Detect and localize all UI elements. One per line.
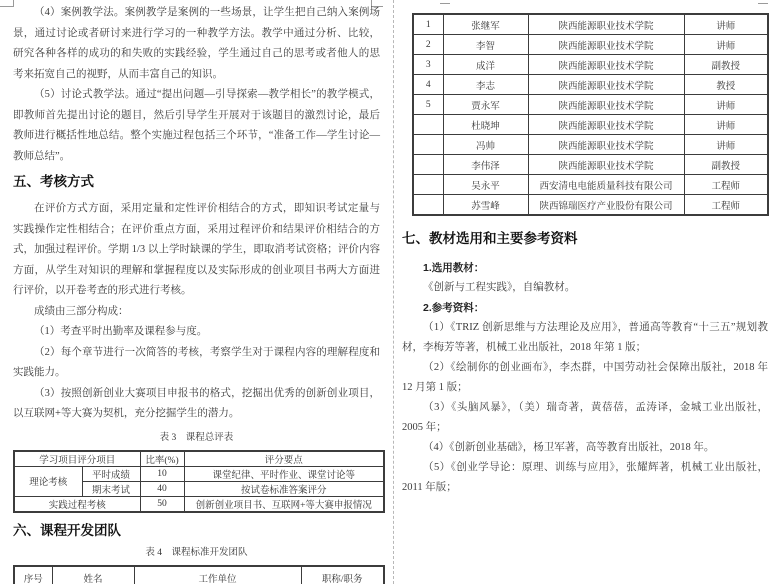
cell-practice-exam: 实践过程考核 [14, 496, 140, 512]
table3-caption: 表 3 课程总评表 [159, 432, 234, 443]
paragraph-case-teaching: （4）案例教学法。案例教学是案例的一些场景，让学生把自己纳入案例场景，通过讨论或者研讨来进行学习的一种教学方法。教学中通过分析、比较，研究各种各样的成功的和失败的实践经验，学生通过自己的思考或者他人的思考来拓宽自己的视野，从而丰富自己的知识。 [13, 7, 380, 80]
header-no: 序号 [14, 566, 52, 584]
header-name: 姓名 [52, 566, 134, 584]
table-row [413, 55, 768, 75]
table-row [413, 75, 768, 95]
cell-rate-10: 10 [140, 466, 184, 481]
cell-title: 讲师 [684, 14, 768, 35]
reference-item: （3）《头脑风暴》，（美）瑞奇著，黄蓓蓓，孟涛译，金城工业出版社，2005 年； [402, 402, 768, 433]
cell-points-final: 按试卷标准答案评分 [184, 481, 384, 496]
cell-title: 讲师 [684, 95, 768, 115]
table-course-evaluation [13, 450, 385, 513]
paragraph-assessment-method: 在评价方式方面，采用定量和定性评价相结合的方式，即知识考试定量与实践操作定性相结合；在评价重点方面，采用过程评价和结果评价相结合的方式，加强过程评价。学期 1/3 以上学时缺课的学生，即取消考试资格；评价内容方面，从学生对知识的理解和掌握程度以及实际形成的创业项目书两大方面进行评价，以开卷考查的形式进行考核。 [13, 203, 380, 296]
cell-no: 4 [413, 75, 443, 95]
cell-no [413, 195, 443, 216]
cell-workplace: 陕西能源职业技术学院 [528, 35, 684, 55]
table-dev-team-members [412, 13, 769, 216]
cell-theory-exam: 理论考核 [14, 466, 82, 496]
cell-daily-score: 平时成绩 [82, 466, 140, 481]
reference-item: （5）《创业学导论：原理、训练与应用》，张耀辉著，机械工业出版社，2011 年版； [402, 462, 768, 493]
table-row [413, 135, 768, 155]
reference-item: （4）《创新创业基础》，杨卫军著，高等教育出版社，2018 年。 [423, 442, 715, 453]
page-right [394, 0, 771, 584]
cell-no [413, 135, 443, 155]
cell-no: 1 [413, 14, 443, 35]
cell-workplace: 陕西能源职业技术学院 [528, 135, 684, 155]
cell-name: 苏雪峰 [443, 195, 528, 216]
cell-title: 讲师 [684, 115, 768, 135]
reference-item: （1）《TRIZ 创新思维与方法理论及应用》，普通高等教育“十三五”规划教材，李梅芳等著，机械工业出版社，2018 年第 1 版； [402, 322, 768, 353]
cell-title: 教授 [684, 75, 768, 95]
table-row [14, 451, 384, 467]
cell-no: 3 [413, 55, 443, 75]
cell-workplace: 陕西锦瑞医疗产业股份有限公司 [528, 195, 684, 216]
cell-workplace: 陕西能源职业技术学院 [528, 75, 684, 95]
cell-no [413, 155, 443, 175]
cell-name: 吴永平 [443, 175, 528, 195]
header-scoring-item: 学习项目评分项目 [14, 451, 140, 467]
paragraph-grade-composition: 成绩由三部分构成： [34, 305, 129, 317]
table-row [413, 115, 768, 135]
header-workplace: 工作单位 [134, 566, 301, 584]
cell-workplace: 陕西能源职业技术学院 [528, 14, 684, 35]
cell-final-exam: 期末考试 [82, 481, 140, 496]
cell-workplace: 陕西能源职业技术学院 [528, 55, 684, 75]
cell-points-daily: 课堂纪律、平时作业、课堂讨论等 [184, 466, 384, 481]
cell-rate-40: 40 [140, 481, 184, 496]
cell-name: 李志 [443, 75, 528, 95]
reference-item: （2）《绘制你的创业画布》，李杰群，中国劳动社会保障出版社，2018 年 12 月第 1 版； [402, 362, 768, 393]
cell-name: 贾永军 [443, 95, 528, 115]
table-row [413, 195, 768, 216]
header-scoring-points: 评分要点 [184, 451, 384, 467]
cell-title: 工程师 [684, 175, 768, 195]
cell-name: 冯帅 [443, 135, 528, 155]
label-references: 2.参考资料： [423, 302, 485, 314]
section-heading-dev-team: 六、课程开发团队 [13, 522, 121, 538]
table4-caption: 表 4 课程标准开发团队 [145, 547, 248, 558]
cell-rate-50: 50 [140, 496, 184, 512]
cell-points-practice: 创新创业项目书、互联网+等大赛申报情况 [184, 496, 384, 512]
cell-no [413, 115, 443, 135]
cell-workplace: 陕西能源职业技术学院 [528, 95, 684, 115]
cell-workplace: 西安清电电能质量科技有限公司 [528, 175, 684, 195]
table-dev-team-header [13, 565, 385, 584]
table-row [413, 95, 768, 115]
cell-workplace: 陕西能源职业技术学院 [528, 155, 684, 175]
table-row [413, 35, 768, 55]
table-row [14, 466, 384, 481]
list-item-competition: （3）按照创新创业大赛项目申报书的格式，挖掘出优秀的创新创业项目，以互联网+等大赛为契机，充分挖掘学生的潜力。 [13, 387, 380, 419]
table-row [14, 496, 384, 512]
cell-title: 工程师 [684, 195, 768, 216]
textbook-entry: 《创新与工程实践》，自编教材。 [423, 282, 576, 293]
cell-title: 讲师 [684, 35, 768, 55]
table-row [413, 14, 768, 35]
cell-no: 5 [413, 95, 443, 115]
label-selected-textbook: 1.选用教材： [423, 262, 485, 274]
section-heading-materials: 七、教材选用和主要参考资料 [402, 231, 578, 246]
cell-title: 讲师 [684, 135, 768, 155]
header-title: 职称/职务 [301, 566, 384, 584]
paragraph-discussion-teaching: （5）讨论式教学法。通过“提出问题—引导探索—教学相长”的教学模式，即教师首先提出讨论的题目，然后引导学生开展对于该题目的激烈讨论，最后教师进行概括性地总结。整个实施过程包括三个环节，“准备工作—学生讨论—教师总结”。 [13, 89, 380, 162]
table-row [413, 175, 768, 195]
header-rate: 比率(%) [140, 451, 184, 467]
cell-name: 杜晓坤 [443, 115, 528, 135]
cell-title: 副教授 [684, 55, 768, 75]
cell-workplace: 陕西能源职业技术学院 [528, 115, 684, 135]
cell-name: 成洋 [443, 55, 528, 75]
cell-name: 李伟泽 [443, 155, 528, 175]
cell-title: 副教授 [684, 155, 768, 175]
section-heading-assessment: 五、考核方式 [13, 174, 94, 189]
cell-no [413, 175, 443, 195]
table-row [14, 566, 384, 584]
list-item-attendance: （1）考查平时出勤率及课程参与度。 [34, 326, 208, 337]
list-item-chapter-quiz: （2）每个章节进行一次简答的考核，考察学生对于课程内容的理解程度和实践能力。 [13, 346, 380, 378]
cell-no: 2 [413, 35, 443, 55]
table-row [413, 155, 768, 175]
cell-name: 李智 [443, 35, 528, 55]
cell-name: 张继军 [443, 14, 528, 35]
